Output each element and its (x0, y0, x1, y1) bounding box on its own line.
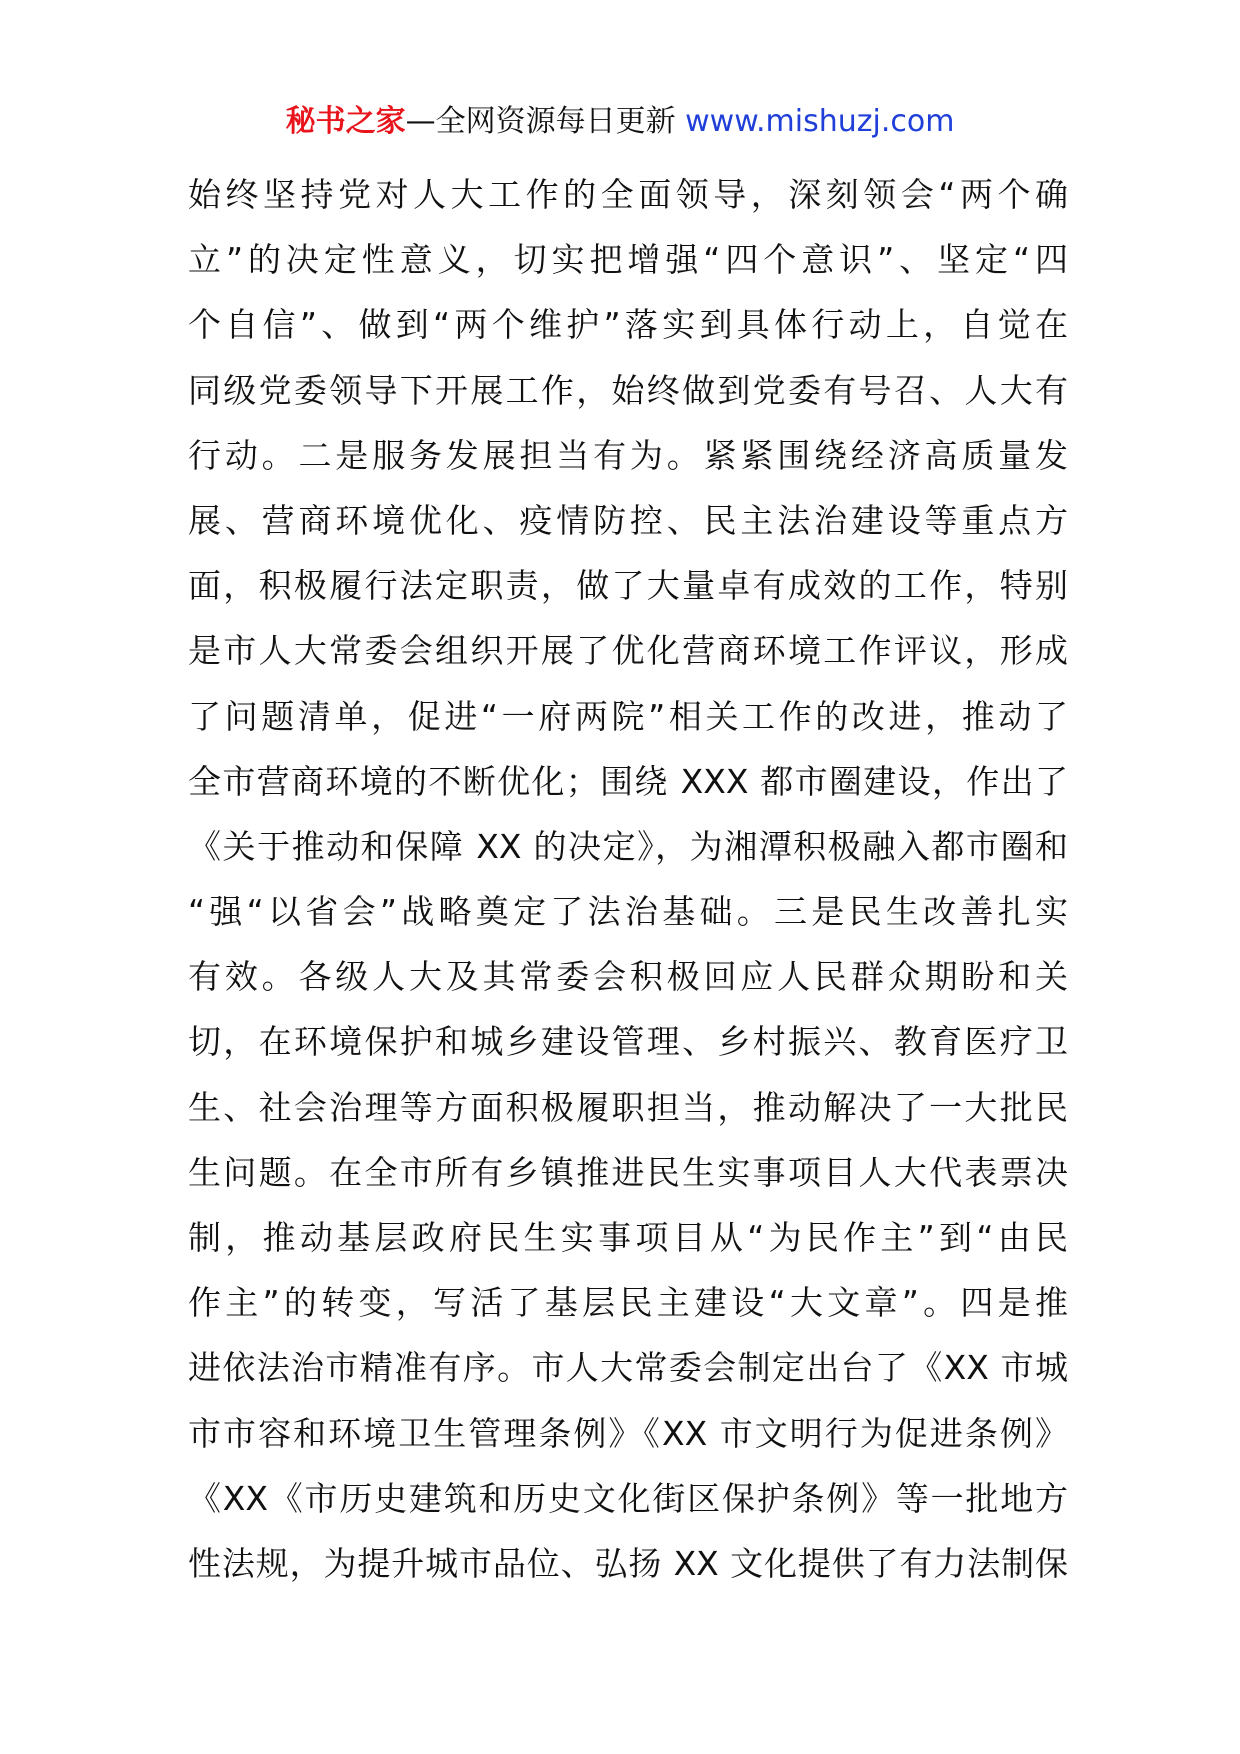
text-line: 《XX《市历史建筑和历史文化街区保护条例》等一批地方 (188, 1478, 1068, 1518)
text-line: 市市容和环境卫生管理条例》《XX 市文明行为促进条例》 (188, 1413, 1068, 1453)
page-header (0, 102, 1240, 142)
website-link[interactable]: www.mishuzj.com (685, 104, 955, 139)
text-line: 《关于推动和保障 XX 的决定》，为湘潭积极融入都市圈和 (188, 826, 1068, 866)
text-line: 全市营商环境的不断优化；围绕 XXX 都市圈建设，作出了 (188, 761, 1068, 801)
text-line: 进依法治市精准有序。市人大常委会制定出台了《XX 市城 (188, 1348, 1068, 1388)
text-line: 生、社会治理等方面积极履职担当，推动解决了一大批民 (188, 1087, 1068, 1127)
header-tagline: —全网资源每日更新 (405, 104, 676, 139)
text-line: 同级党委领导下开展工作，始终做到党委有号召、人大有 (188, 370, 1068, 410)
text-line: 是市人大常委会组织开展了优化营商环境工作评议，形成 (188, 631, 1068, 671)
brand-name: 秘书之家 (285, 104, 406, 139)
text-line: 有效。各级人大及其常委会积极回应人民群众期盼和关 (188, 957, 1068, 997)
text-line: “强“以省会”战略奠定了法治基础。三是民生改善扎实 (188, 892, 1068, 932)
text-line: 作主”的转变，写活了基层民主建设“大文章”。四是推 (188, 1283, 1068, 1323)
text-line: 切，在环境保护和城乡建设管理、乡村振兴、教育医疗卫 (188, 1022, 1068, 1062)
text-line: 生问题。在全市所有乡镇推进民生实事项目人大代表票决 (188, 1152, 1068, 1192)
text-line: 了问题清单，促进“一府两院”相关工作的改进，推动了 (188, 696, 1068, 736)
text-line: 制，推动基层政府民生实事项目从“为民作主”到“由民 (188, 1218, 1068, 1257)
text-line: 面，积极履行法定职责，做了大量卓有成效的工作，特别 (188, 566, 1068, 606)
text-line: 展、营商环境优化、疫情防控、民主法治建设等重点方 (188, 500, 1068, 540)
text-line: 性法规，为提升城市品位、弘扬 XX 文化提供了有力法制保 (188, 1543, 1068, 1583)
text-line: 立”的决定性意义，切实把增强“四个意识”、坚定“四 (188, 240, 1068, 280)
body-text (188, 162, 1068, 1596)
text-line: 行动。二是服务发展担当有为。紧紧围绕经济高质量发 (188, 435, 1068, 475)
text-line: 始终坚持党对人大工作的全面领导，深刻领会“两个确 (188, 175, 1068, 214)
text-line: 个自信”、做到“两个维护”落实到具体行动上，自觉在 (188, 305, 1068, 345)
